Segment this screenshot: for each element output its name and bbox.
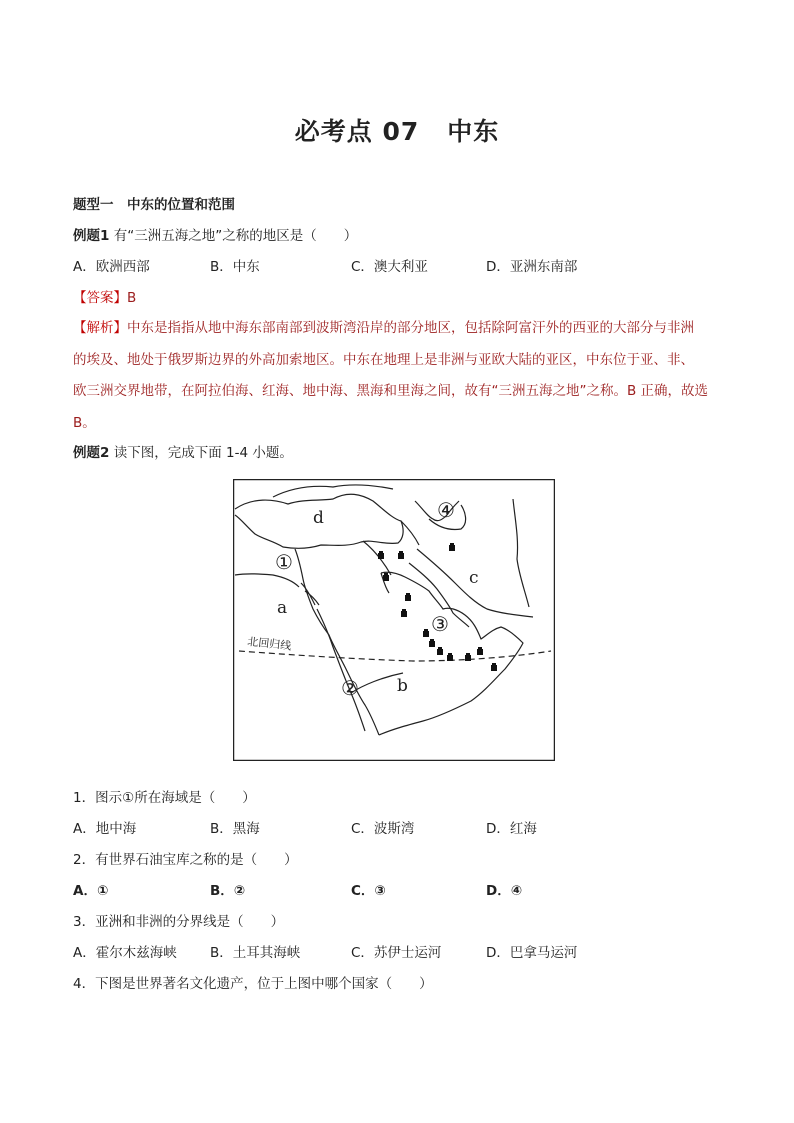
option-a: A．霍尔木兹海峡 [73, 945, 177, 961]
region-a-label: a [277, 598, 288, 618]
option-d: D．红海 [486, 821, 537, 837]
analysis-line: 欧三洲交界地带，在阿拉伯海、红海、地中海、黑海和里海之间，故有“三洲五海之地”之称。B 正确，故选 [73, 383, 709, 399]
option-b: B．中东 [210, 259, 260, 275]
analysis-line: B。 [73, 414, 96, 431]
marker-1: ① [275, 550, 293, 574]
option-d: D．巴拿马运河 [486, 945, 578, 961]
title-main: 必考点 07 [294, 117, 420, 146]
marker-3: ③ [431, 612, 449, 636]
question-1-options [73, 820, 733, 838]
option-d: D．亚洲东南部 [486, 259, 578, 275]
question-2: 2．有世界石油宝库之称的是（ ） [73, 852, 298, 868]
region-c-label: c [469, 568, 479, 588]
example2-intro-text: 读下图，完成下面 1-4 小题。 [113, 445, 293, 461]
region-b-label: b [397, 676, 408, 696]
answer-line [73, 289, 136, 307]
option-a: A．地中海 [73, 821, 137, 837]
map-frame [234, 480, 555, 761]
tropic-label: 北回归线 [246, 635, 292, 653]
option-c: C．波斯湾 [351, 821, 415, 837]
marker-2: ② [341, 676, 359, 700]
analysis-block [73, 313, 733, 439]
option-d: D．④ [486, 883, 523, 899]
question-4: 4．下图是世界著名文化遗产，位于上图中哪个国家（ ） [73, 976, 433, 992]
option-b: B．黑海 [210, 821, 260, 837]
example1-question-text: 有“三洲五海之地”之称的地区是（ ） [113, 228, 358, 244]
question-3: 3．亚洲和非洲的分界线是（ ） [73, 914, 285, 930]
option-b: B．土耳其海峡 [210, 945, 301, 961]
option-c: C．③ [351, 883, 386, 899]
analysis-line: 【解析】中东是指指从地中海东部南部到波斯湾沿岸的部分地区，包括除阿富汗外的西亚的大部分与非洲 [73, 320, 694, 336]
example2-intro [73, 444, 293, 462]
question-1: 1．图示①所在海域是（ ） [73, 790, 256, 806]
example1-question [73, 227, 357, 245]
example1-options [73, 258, 733, 276]
middle-east-map [233, 479, 555, 761]
answer-value: B [127, 290, 137, 306]
answer-label: 【答案】 [73, 290, 127, 306]
analysis-label: 【解析】 [73, 320, 127, 336]
example1-label: 例题1 [73, 228, 110, 244]
page-title [0, 112, 794, 148]
option-c: C．苏伊士运河 [351, 945, 442, 961]
question-2-options [73, 882, 733, 900]
option-c: C．澳大利亚 [351, 259, 428, 275]
question-3-options [73, 944, 733, 962]
option-b: B．② [210, 883, 246, 899]
option-a: A．欧洲西部 [73, 259, 150, 275]
title-sub: 中东 [447, 117, 500, 146]
marker-4: ④ [437, 498, 455, 522]
section-heading: 题型一 中东的位置和范围 [73, 197, 235, 213]
region-d-label: d [313, 508, 324, 528]
option-a: A．① [73, 883, 109, 899]
analysis-line: 的埃及、地处于俄罗斯边界的外高加索地区。中东在地理上是非洲与亚欧大陆的亚区，中东位于亚、非、 [73, 351, 694, 368]
example2-label: 例题2 [73, 445, 110, 461]
